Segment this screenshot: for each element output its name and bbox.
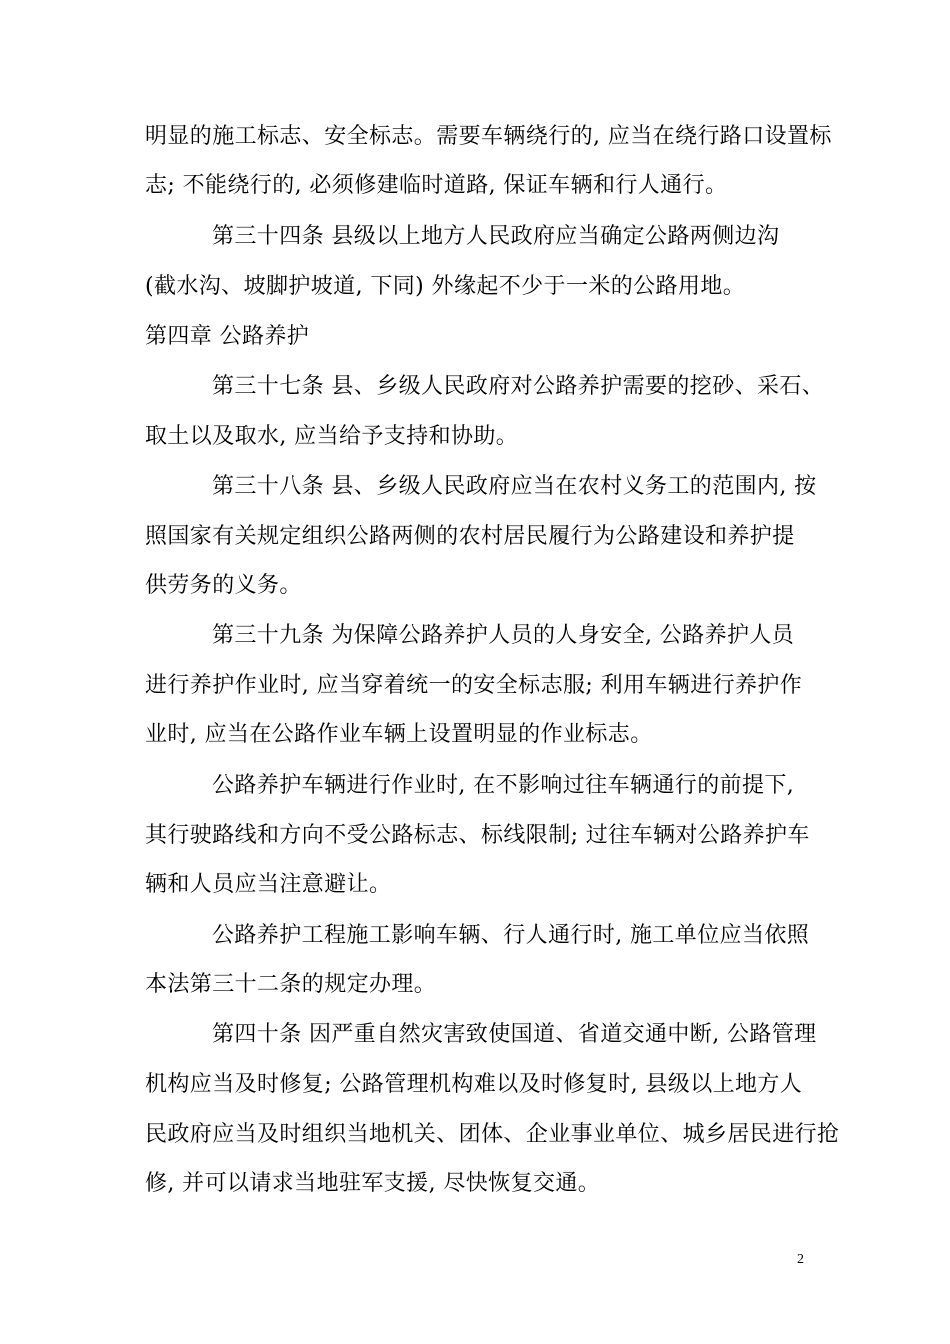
text-line: 供劳务的义务。 bbox=[145, 573, 302, 598]
text-line: 民政府应当及时组织当地机关、团体、企业事业单位、城乡居民进行抢 bbox=[145, 1122, 840, 1147]
article-39-line: 第三十九条 为保障公路养护人员的人身安全, 公路养护人员 bbox=[212, 623, 795, 648]
article-34-line: 第三十四条 县级以上地方人民政府应当确定公路两侧边沟 bbox=[212, 224, 780, 249]
text-line: 照国家有关规定组织公路两侧的农村居民履行为公路建设和养护提 bbox=[145, 524, 795, 549]
text-line: 其行驶路线和方向不受公路标志、标线限制; 过往车辆对公路养护车 bbox=[145, 823, 810, 848]
article-40-line: 第四十条 因严重自然灾害致使国道、省道交通中断, 公路管理 bbox=[212, 1022, 817, 1047]
text-line: 修, 并可以请求当地驻军支援, 尽快恢复交通。 bbox=[145, 1171, 601, 1196]
text-line: 业时, 应当在公路作业车辆上设置明显的作业标志。 bbox=[145, 722, 653, 747]
text-line: 明显的施工标志、安全标志。需要车辆绕行的, 应当在绕行路口设置标 bbox=[145, 124, 832, 149]
text-line: 辆和人员应当注意避让。 bbox=[145, 872, 392, 897]
paragraph-line: 公路养护车辆进行作业时, 在不影响过往车辆通行的前提下, bbox=[212, 773, 795, 798]
text-line: 机构应当及时修复; 公路管理机构难以及时修复时, 县级以上地方人 bbox=[145, 1072, 803, 1097]
article-37-line: 第三十七条 县、乡级人民政府对公路养护需要的挖砂、采石、 bbox=[212, 374, 825, 399]
text-line: 本法第三十二条的规定办理。 bbox=[145, 972, 437, 997]
chapter-heading: 第四章 公路养护 bbox=[145, 324, 310, 349]
text-line: 进行养护作业时, 应当穿着统一的安全标志服; 利用车辆进行养护作 bbox=[145, 673, 803, 698]
paragraph-line: 公路养护工程施工影响车辆、行人通行时, 施工单位应当依照 bbox=[212, 923, 810, 948]
text-line: (截水沟、坡脚护坡道, 下同) 外缘起不少于一米的公路用地。 bbox=[145, 274, 746, 299]
text-line: 取土以及取水, 应当给予支持和协助。 bbox=[145, 424, 519, 449]
text-line: 志; 不能绕行的, 必须修建临时道路, 保证车辆和行人通行。 bbox=[145, 173, 728, 198]
page-number: 2 bbox=[797, 1252, 804, 1267]
article-38-line: 第三十八条 县、乡级人民政府应当在农村义务工的范围内, 按 bbox=[212, 474, 817, 499]
